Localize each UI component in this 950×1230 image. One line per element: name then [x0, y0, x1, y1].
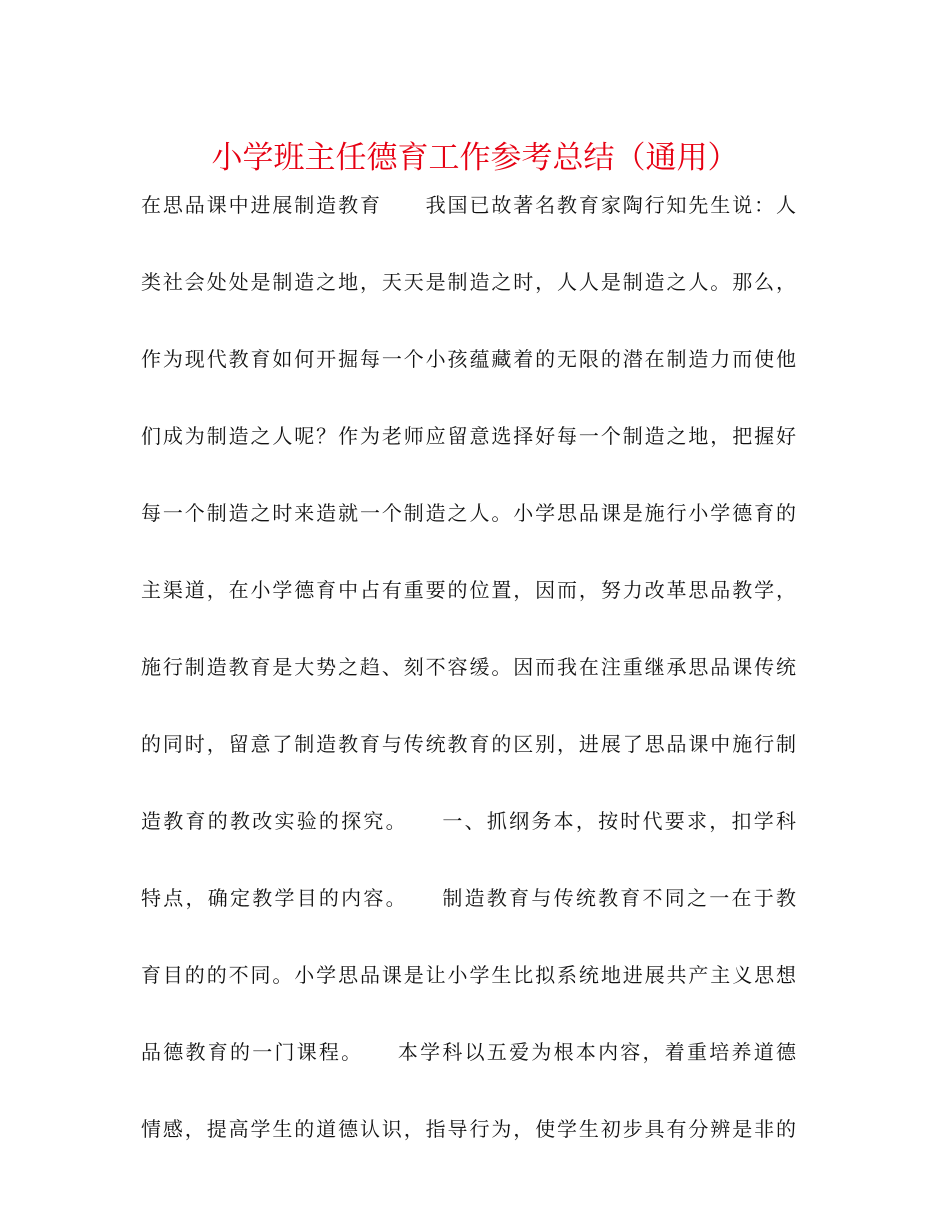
body-line: 特点，确定教学目的内容。 制造教育与传统教育不同之一在于教 [141, 886, 796, 910]
body-line: 造教育的教改实验的探究。 一、抓纲务本，按时代要求，扣学科 [141, 809, 796, 833]
body-line: 情感，提高学生的道德认识，指导行为，使学生初步具有分辨是非的 [141, 1117, 796, 1141]
body-line: 们成为制造之人呢？作为老师应留意选择好每一个制造之地，把握好 [141, 424, 796, 448]
body-line: 主渠道，在小学德育中占有重要的位置，因而，努力改革思品教学， [141, 578, 796, 602]
body-line: 每一个制造之时来造就一个制造之人。小学思品课是施行小学德育的 [141, 501, 796, 525]
document-title: 小学班主任德育工作参考总结（通用） [211, 140, 739, 176]
body-line: 在思品课中进展制造教育 我国已故著名教育家陶行知先生说：人 [141, 193, 796, 217]
body-line: 作为现代教育如何开掘每一个小孩蕴藏着的无限的潜在制造力而使他 [141, 347, 796, 371]
body-line: 育目的的不同。小学思品课是让小学生比拟系统地进展共产主义思想 [141, 963, 796, 987]
document-body [141, 186, 796, 1148]
body-line: 的同时，留意了制造教育与传统教育的区别，进展了思品课中施行制 [141, 732, 796, 756]
body-line: 品德教育的一门课程。 本学科以五爱为根本内容，着重培养道德 [141, 1040, 796, 1064]
body-line: 施行制造教育是大势之趋、刻不容缓。因而我在注重继承思品课传统 [141, 655, 796, 679]
body-line: 类社会处处是制造之地，天天是制造之时，人人是制造之人。那么， [141, 270, 796, 294]
